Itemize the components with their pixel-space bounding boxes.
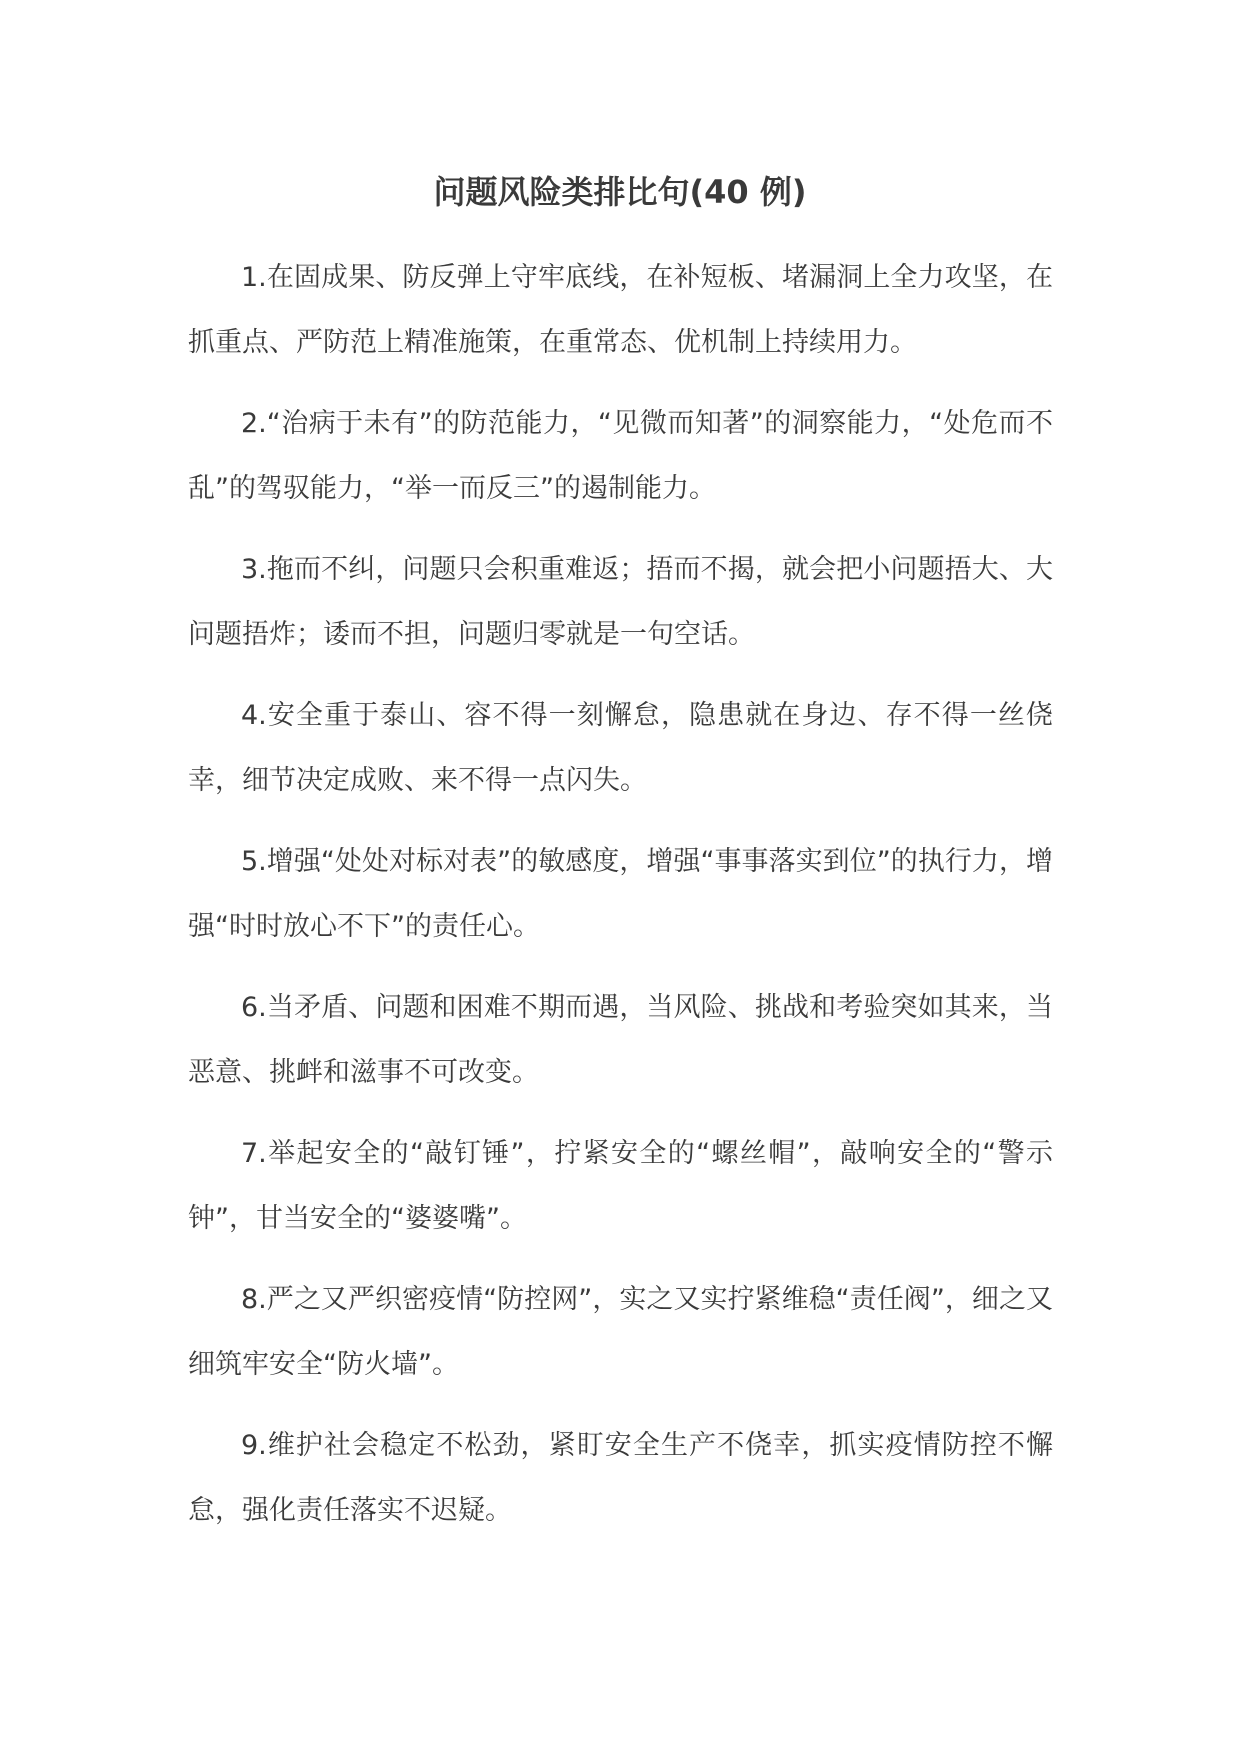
document-title: 问题风险类排比句(40 例) [433, 173, 807, 211]
paragraph-1: 1.在固成果、防反弹上守牢底线，在补短板、堵漏洞上全力攻坚，在抓重点、严防范上精准施策，在重常态、优机制上持续用力。 [188, 262, 1053, 358]
paragraph-7: 7.举起安全的“敲钉锤”，拧紧安全的“螺丝帽”，敲响安全的“警示钟”，甘当安全的“婆婆嘴”。 [188, 1138, 1053, 1234]
paragraph-9: 9.维护社会稳定不松劲，紧盯安全生产不侥幸，抓实疫情防控不懈怠，强化责任落实不迟疑。 [188, 1430, 1053, 1526]
document-body [188, 245, 1053, 1559]
paragraph-8: 8.严之又严织密疫情“防控网”，实之又实拧紧维稳“责任阀”，细之又细筑牢安全“防火墙”。 [188, 1284, 1053, 1380]
paragraph-2: 2.“治病于未有”的防范能力，“见微而知著”的洞察能力，“处危而不乱”的驾驭能力，“举一而反三”的遏制能力。 [188, 408, 1053, 504]
paragraph-6: 6.当矛盾、问题和困难不期而遇，当风险、挑战和考验突如其来，当恶意、挑衅和滋事不可改变。 [188, 992, 1053, 1088]
paragraph-4: 4.安全重于泰山、容不得一刻懈怠，隐患就在身边、存不得一丝侥幸，细节决定成败、来不得一点闪失。 [188, 700, 1053, 796]
paragraph-5: 5.增强“处处对标对表”的敏感度，增强“事事落实到位”的执行力，增强“时时放心不下”的责任心。 [188, 846, 1053, 942]
paragraph-3: 3.拖而不纠，问题只会积重难返；捂而不揭，就会把小问题捂大、大问题捂炸；诿而不担，问题归零就是一句空话。 [188, 554, 1053, 650]
